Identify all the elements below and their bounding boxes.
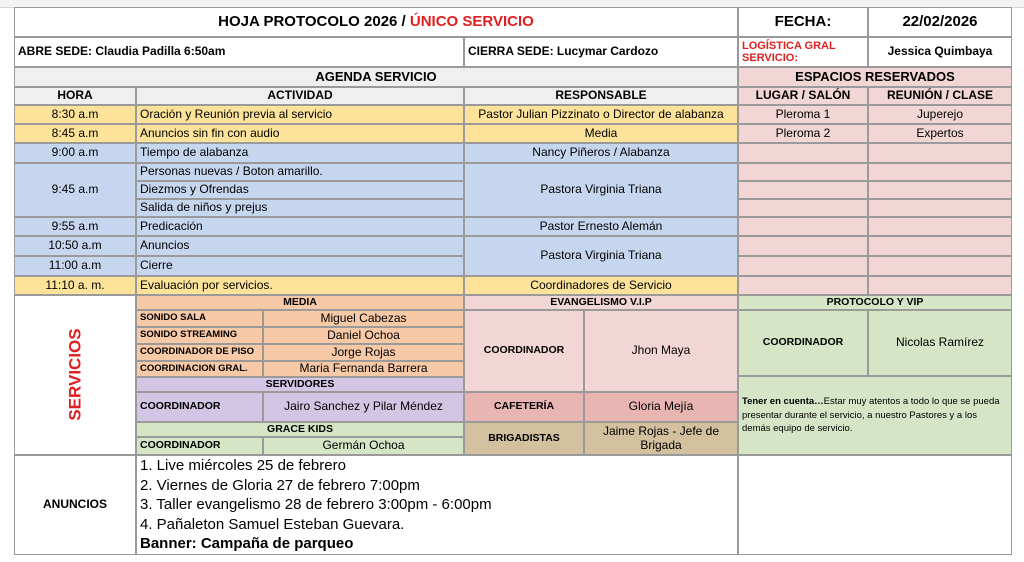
anuncio-item: 3. Taller evangelismo 28 de febrero 3:00pm - 6:00pm [140,496,492,514]
agenda-actividad: Evaluación por servicios. [136,276,464,295]
agenda-actividad: Oración y Reunión previa al servicio [136,105,464,124]
agenda-responsable: Media [464,124,738,143]
agenda-hora: 9:00 a.m [14,143,136,163]
agenda-responsable: Pastora Virginia Triana [464,163,738,217]
agenda-actividad: Anuncios sin fin con audio [136,124,464,143]
espacio-empty-cell [738,163,868,181]
protocolo-note [742,395,1008,436]
anuncios-label: ANUNCIOS [14,455,136,555]
protocolo-nombre: Nicolas Ramírez [868,310,1012,376]
col-hora: HORA [14,87,136,105]
espacio-empty-cell [738,143,868,163]
brigadistas-rol: BRIGADISTAS [464,422,584,455]
media-nombre: Miguel Cabezas [263,310,464,327]
abre-sede: ABRE SEDE: Claudia Padilla 6:50am [14,37,464,67]
grace-kids-rol: COORDINADOR [136,437,263,455]
agenda-responsable: Pastor Ernesto Alemán [464,217,738,236]
brigadistas-nombre-line2: Brigada [640,437,682,452]
espacio-empty-cell [868,143,1012,163]
espacio-lugar: Pleroma 2 [738,124,868,143]
agenda-actividad: Predicación [136,217,464,236]
fecha-label: FECHA: [738,7,868,37]
protocolo-rol: COORDINADOR [738,310,868,376]
espacio-empty-cell [868,236,1012,256]
col-actividad: ACTIVIDAD [136,87,464,105]
servicios-label-cell [14,295,136,455]
media-rol: COORDINADOR DE PISO [136,344,263,361]
agenda-hora: 9:55 a.m [14,217,136,236]
brigadistas-nombre [584,422,738,455]
agenda-hora: 8:45 a.m [14,124,136,143]
espacio-reunion: Expertos [868,124,1012,143]
agenda-actividad: Anuncios [136,236,464,256]
evangelismo-rol: COORDINADOR [464,310,584,392]
espacio-empty-cell [868,163,1012,181]
espacio-empty-cell [738,236,868,256]
grace-kids-nombre: Germán Ochoa [263,437,464,455]
logistica-value: Jessica Quimbaya [868,37,1012,67]
espacio-empty-cell [738,181,868,199]
col-reunion: REUNIÓN / CLASE [868,87,1012,105]
logistica-label-line2: SERVICIO: [742,52,799,64]
media-title: MEDIA [136,295,464,310]
agenda-responsable: Pastora Virginia Triana [464,236,738,276]
servidores-rol: COORDINADOR [136,392,263,422]
agenda-responsable: Nancy Piñeros / Alabanza [464,143,738,163]
title-suffix: ÚNICO SERVICIO [409,12,534,30]
fecha-value: 22/02/2026 [868,7,1012,37]
agenda-hora: 8:30 a.m [14,105,136,124]
agenda-actividad: Cierre [136,256,464,276]
cafeteria-nombre: Gloria Mejía [584,392,738,422]
agenda-hora: 11:00 a.m [14,256,136,276]
agenda-actividad: Salida de niños y prejus [136,199,464,217]
anuncios-list [136,455,738,555]
grace-kids-title: GRACE KIDS [136,422,464,437]
espacio-empty-cell [868,256,1012,276]
agenda-actividad: Personas nuevas / Boton amarillo. [136,163,464,181]
protocolo-note-bold: Tener en cuenta… [742,395,824,407]
media-rol: SONIDO STREAMING [136,327,263,344]
col-lugar: LUGAR / SALÓN [738,87,868,105]
agenda-responsable: Pastor Julian Pizzinato o Director de alabanza [464,105,738,124]
agenda-actividad: Diezmos y Ofrendas [136,181,464,199]
anuncio-banner: Banner: Campaña de parqueo [140,535,354,553]
agenda-hora: 10:50 a.m [14,236,136,256]
anuncios-empty-cell [738,455,1012,555]
espacio-empty-cell [738,256,868,276]
document-title [14,7,738,37]
cafeteria-rol: CAFETERÍA [464,392,584,422]
evangelismo-nombre: Jhon Maya [584,310,738,392]
media-nombre: Daniel Ochoa [263,327,464,344]
agenda-hora: 11:10 a. m. [14,276,136,295]
agenda-actividad: Tiempo de alabanza [136,143,464,163]
logistica-label-line1: LOGÍSTICA GRAL [742,39,836,52]
espacios-title: ESPACIOS RESERVADOS [738,67,1012,87]
servidores-nombre: Jairo Sanchez y Pilar Méndez [263,392,464,422]
espacio-empty-cell [868,217,1012,236]
espacio-lugar: Pleroma 1 [738,105,868,124]
protocolo-note-cell [738,376,1012,455]
logistica-label [738,37,868,67]
col-responsable: RESPONSABLE [464,87,738,105]
servidores-title: SERVIDORES [136,377,464,392]
espacio-empty-cell [738,276,868,295]
cierra-sede: CIERRA SEDE: Lucymar Cardozo [464,37,738,67]
espacio-empty-cell [738,199,868,217]
espacio-empty-cell [738,217,868,236]
media-rol: SONIDO SALA [136,310,263,327]
media-nombre: Jorge Rojas [263,344,464,361]
agenda-responsable: Coordinadores de Servicio [464,276,738,295]
espacio-empty-cell [868,181,1012,199]
evangelismo-title: EVANGELISMO V.I.P [464,295,738,310]
media-rol: COORDINACION GRAL. [136,361,263,377]
protocolo-title: PROTOCOLO Y VIP [738,295,1012,310]
anuncio-item: 4. Pañaleton Samuel Esteban Guevara. [140,515,405,533]
agenda-hora: 9:45 a.m [14,163,136,217]
protocolo-note-text: Estar muy atentos a todo lo que se pueda presentar durante el servicio, a nuestro Pastores y a los demás equipo de servicio. [742,395,1000,435]
anuncio-item: 1. Live miércoles 25 de febrero [140,457,346,475]
anuncio-item: 2. Viernes de Gloria 27 de febrero 7:00pm [140,476,420,494]
espacio-empty-cell [868,276,1012,295]
media-nombre: Maria Fernanda Barrera [263,361,464,377]
brigadistas-nombre-line1: Jaime Rojas - Jefe de [602,424,720,439]
agenda-title: AGENDA SERVICIO [14,67,738,87]
espacio-reunion: Juperejo [868,105,1012,124]
title-prefix: HOJA PROTOCOLO 2026 / [218,12,410,30]
espacio-empty-cell [868,199,1012,217]
servicios-label: SERVICIOS [65,328,85,422]
